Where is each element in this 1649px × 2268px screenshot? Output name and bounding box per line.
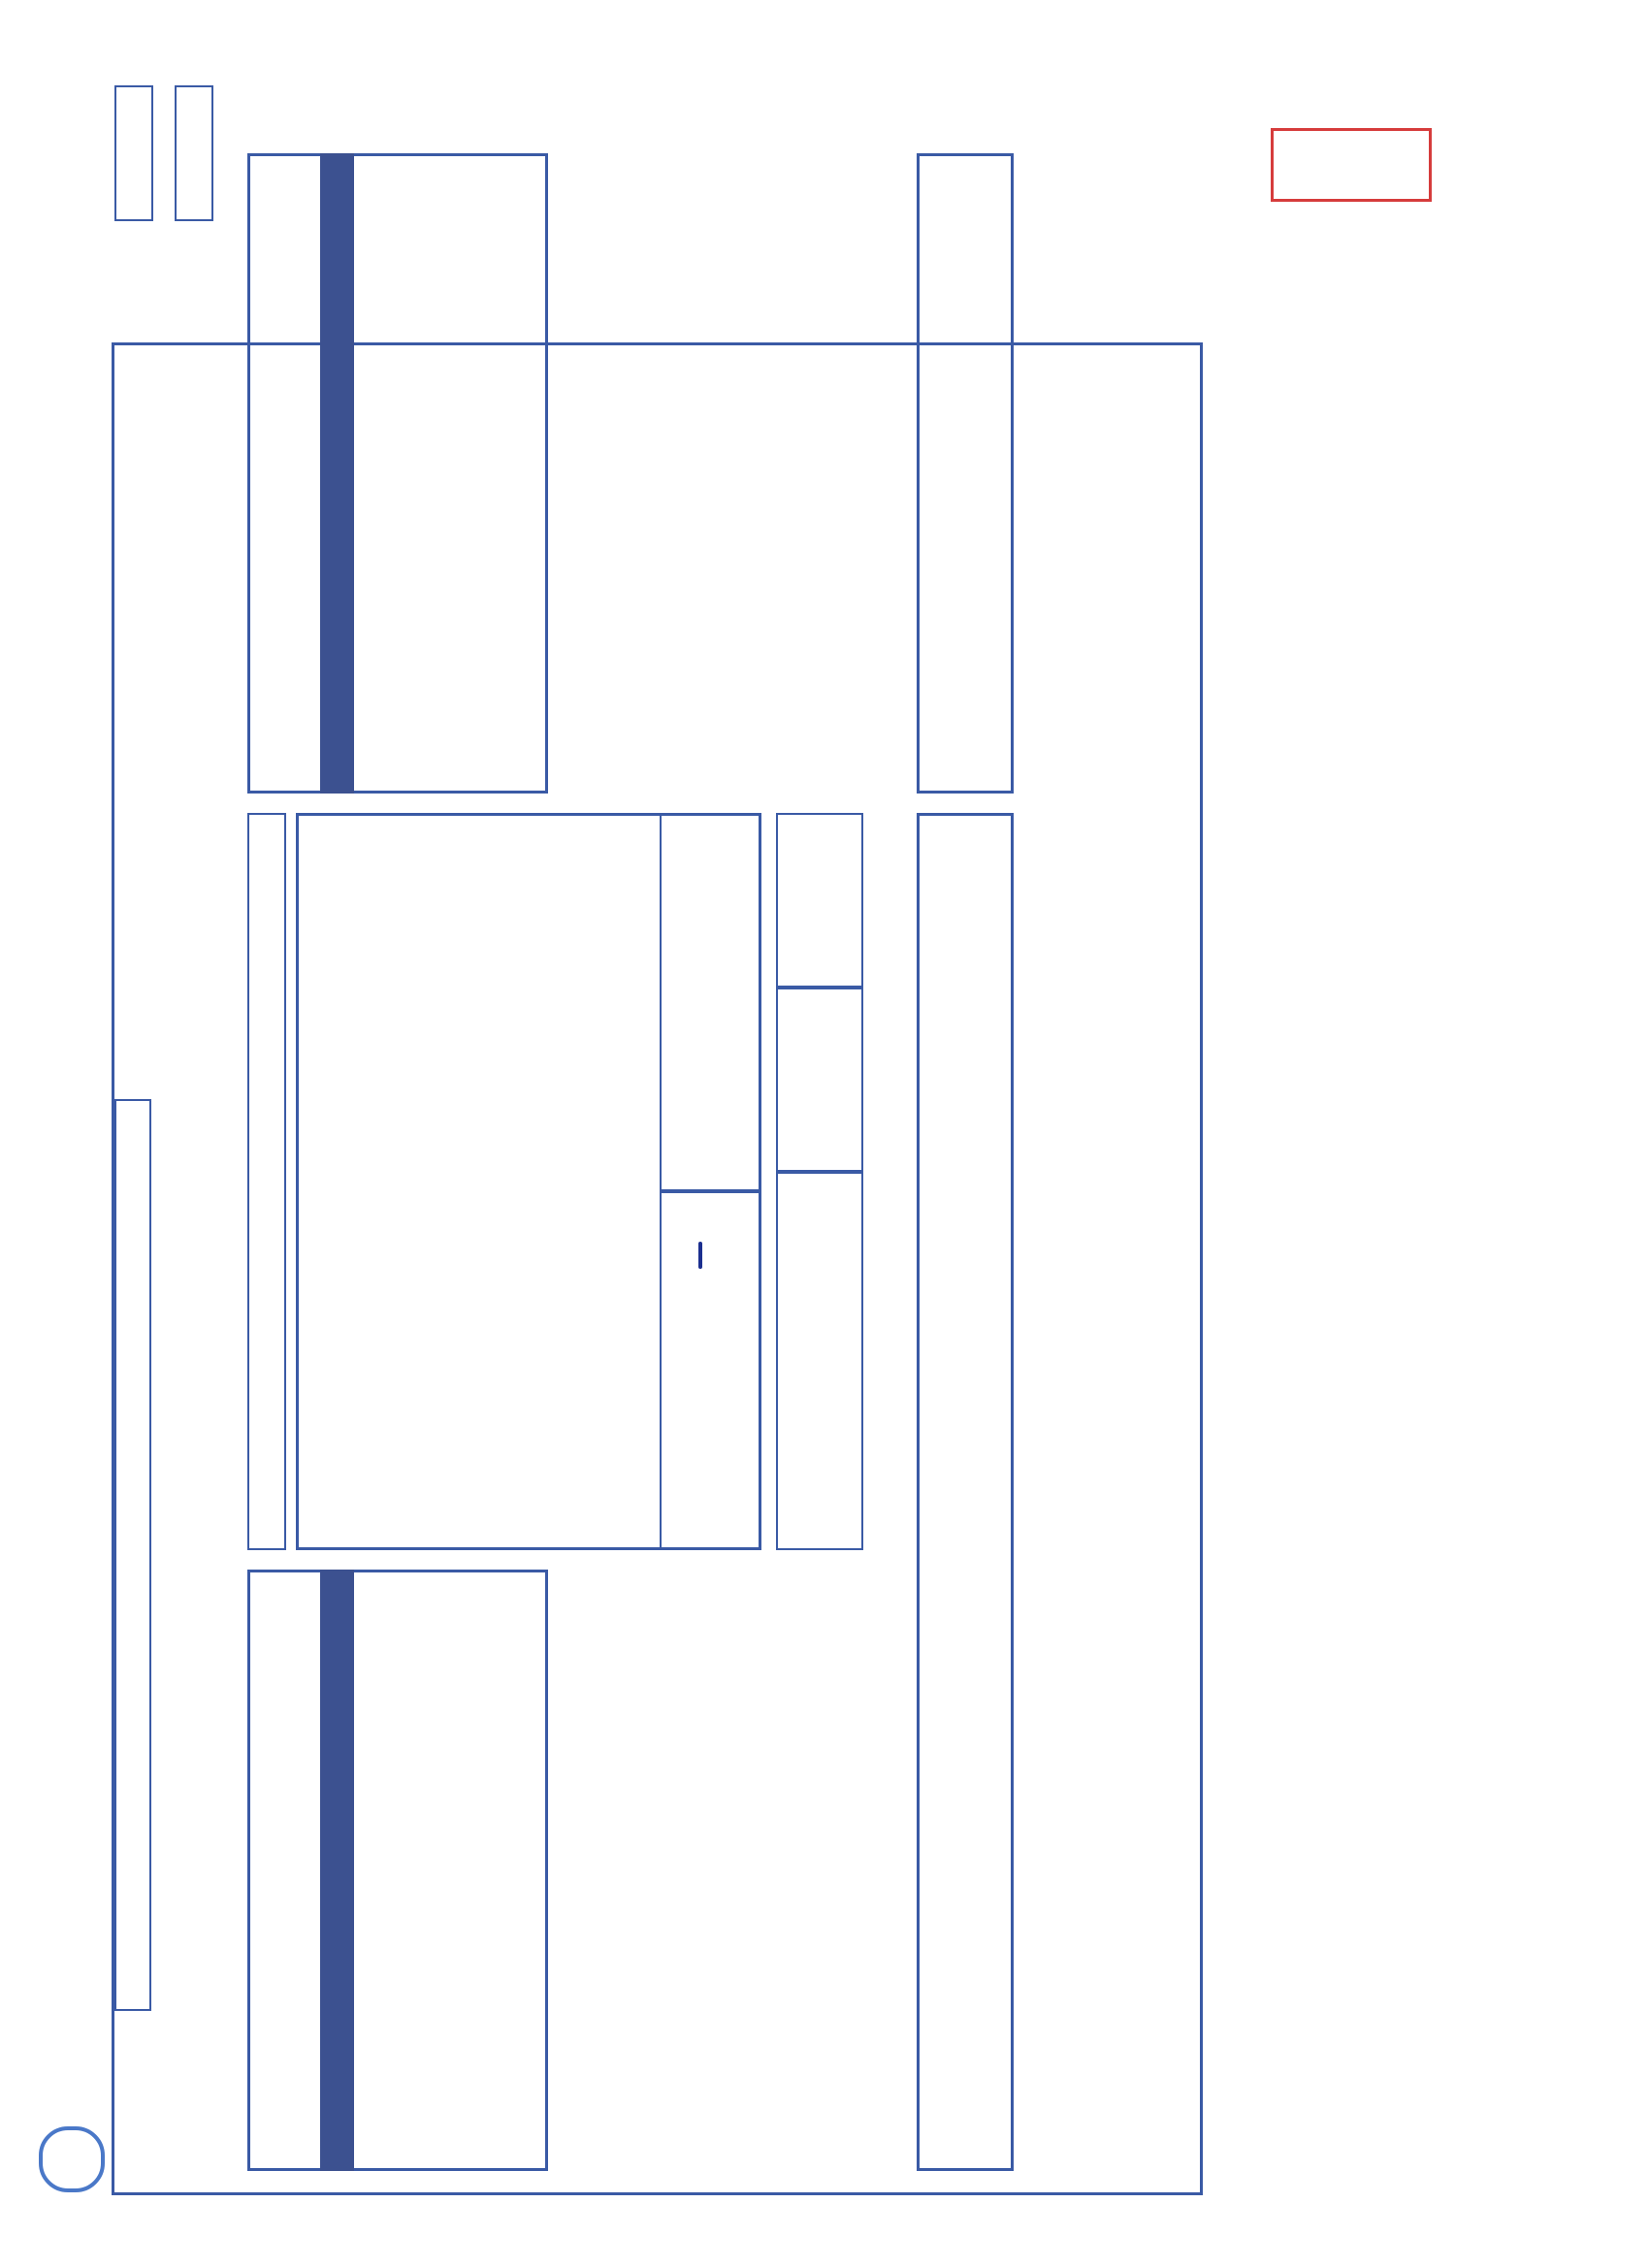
logo-icon bbox=[39, 2126, 105, 2192]
following-summary bbox=[660, 813, 761, 1191]
following-team-block bbox=[247, 153, 548, 794]
start-time-box[interactable] bbox=[114, 85, 153, 221]
remarks-box bbox=[917, 153, 1014, 794]
playoff-box bbox=[776, 988, 863, 1172]
competition-box bbox=[114, 1099, 151, 2011]
leading-total bbox=[698, 1242, 702, 1269]
leading-summary bbox=[660, 1191, 761, 1550]
officials-box bbox=[917, 813, 1014, 2171]
setno-box bbox=[776, 813, 863, 988]
leading-team-block bbox=[247, 1570, 548, 2171]
end-time-box[interactable] bbox=[175, 85, 213, 221]
round-header bbox=[247, 813, 286, 1550]
final-player-box bbox=[776, 1172, 863, 1550]
stamp bbox=[1271, 128, 1432, 202]
